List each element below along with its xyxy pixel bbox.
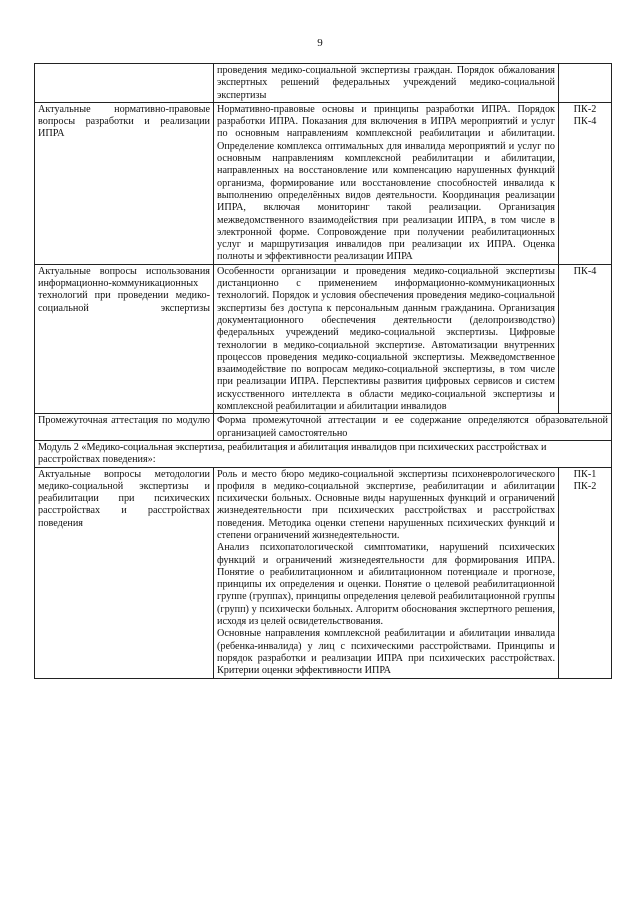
table-row — [35, 102, 612, 264]
competency-cell — [559, 102, 612, 264]
content-cell: Нормативно-правовые основы и принципы разработки ИПРА. Порядок разработки ИПРА. Показания для включения в ИПРА мероприятий и услуг по основным направлениям комплексной реабилитации и абилитации. Определение комплекса оптимальных для инвалида мероприятий и услуг по основным направлениям комплексной реабилитации и абилитации, направленных на восстановление или компенсацию нарушенных функций организма, формирование или восстановление способностей инвалида к выполнению определённых видов деятельности. Координация реализации ИПРА, включая мониторинг такой реализации. Организация межведомственного взаимодействия при реализации ИПРА, в том числе в электронной форме. Сопровождение при получении реабилитационных услуг и маршрутизация инвалидов при реализации их ИПРА. Оценка полноты и эффективности реализации ИПРА — [214, 102, 559, 264]
competency-code: ПК-4 — [573, 265, 597, 277]
content-cell — [214, 467, 559, 678]
competency-code: ПК-2 — [573, 103, 597, 115]
topic-cell: Актуальные вопросы методологии медико-социальной экспертизы и реабилитации при психических расстройствах и расстройствах поведения — [35, 467, 214, 678]
competency-cell — [559, 64, 612, 103]
content-paragraph: Анализ психопатологической симптоматики, нарушений психических функций и ограничений жизнедеятельности для формирования ИПРА. Понятие о реабилитационном и абилитационном потенциале и прогнозе, принципы их определения и оценки. Понятие о целевой реабилитационной группе (группах), принципы определения целевой реабилитационной группы (групп) у психически больных. Алгоритм обоснования экспертного решения, исходя из целей освидетельствования. — [217, 542, 555, 628]
topic-cell — [35, 64, 214, 103]
competency-code: ПК-4 — [573, 116, 597, 128]
table-row — [35, 414, 612, 441]
table-row — [35, 264, 612, 414]
table-row — [35, 467, 612, 678]
topic-cell: Промежуточная аттестация по модулю — [35, 414, 214, 441]
competency-code: ПК-2 — [573, 480, 597, 492]
competency-cell — [559, 264, 612, 414]
topic-cell: Актуальные вопросы использования информационно-коммуникационных технологий при проведении медико-социальной экспертизы — [35, 264, 214, 414]
page-number: 9 — [317, 37, 323, 49]
curriculum-table — [34, 63, 612, 679]
competency-cell — [559, 467, 612, 678]
table-row — [35, 440, 612, 467]
content-paragraph: Основные направления комплексной реабилитации и абилитации инвалида (ребенка-инвалида) у лиц с психическими расстройствами. Принципы и порядок разработки и реализации ИПРА при психических расстройствах. Критерии оценки эффективности ИПРА — [217, 628, 555, 677]
content-cell: Форма промежуточной аттестации и ее содержание определяются образовательной организацией самостоятельно — [214, 414, 612, 441]
table-row — [35, 64, 612, 103]
competency-code: ПК-1 — [573, 468, 597, 480]
content-cell: проведения медико-социальной экспертизы граждан. Порядок обжалования экспертных решений федеральных учреждений медико-социальной экспертизы — [214, 64, 559, 103]
content-cell: Особенности организации и проведения медико-социальной экспертизы дистанционно с применением информационно-коммуникационных технологий. Порядок и условия обеспечения проведения медико-социальной экспертизы без доступа к персональным данным гражданина. Организация документационного обеспечения деятельности (делопроизводство) федеральных учреждений медико-социальной экспертизы. Цифровые технологии в медико-социальной экспертизе. Автоматизации внутренних процессов проведения медико-социальной экспертизы. Межведомственное взаимодействие по вопросам медико-социальной экспертизы, в том числе при реализации ИПРА. Перспективы развития цифровых сервисов и систем искусственного интеллекта в области медико-социальной экспертизы и комплексной реабилитации и абилитации инвалидов — [214, 264, 559, 414]
module-title-cell: Модуль 2 «Медико-социальная экспертиза, реабилитация и абилитация инвалидов при психических расстройствах и расстройствах поведения»: — [35, 440, 612, 467]
content-paragraph: Роль и место бюро медико-социальной экспертизы психоневрологического профиля в медико-социальной экспертизе, реабилитации и абилитации психически больных. Основные виды нарушенных функций и ограничений жизнедеятельности при психических расстройствах и расстройствах поведения. Методика оценки степени нарушенных психических функций и степени ограничений жизнедеятельности. — [217, 468, 555, 541]
topic-cell: Актуальные нормативно-правовые вопросы разработки и реализации ИПРА — [35, 102, 214, 264]
